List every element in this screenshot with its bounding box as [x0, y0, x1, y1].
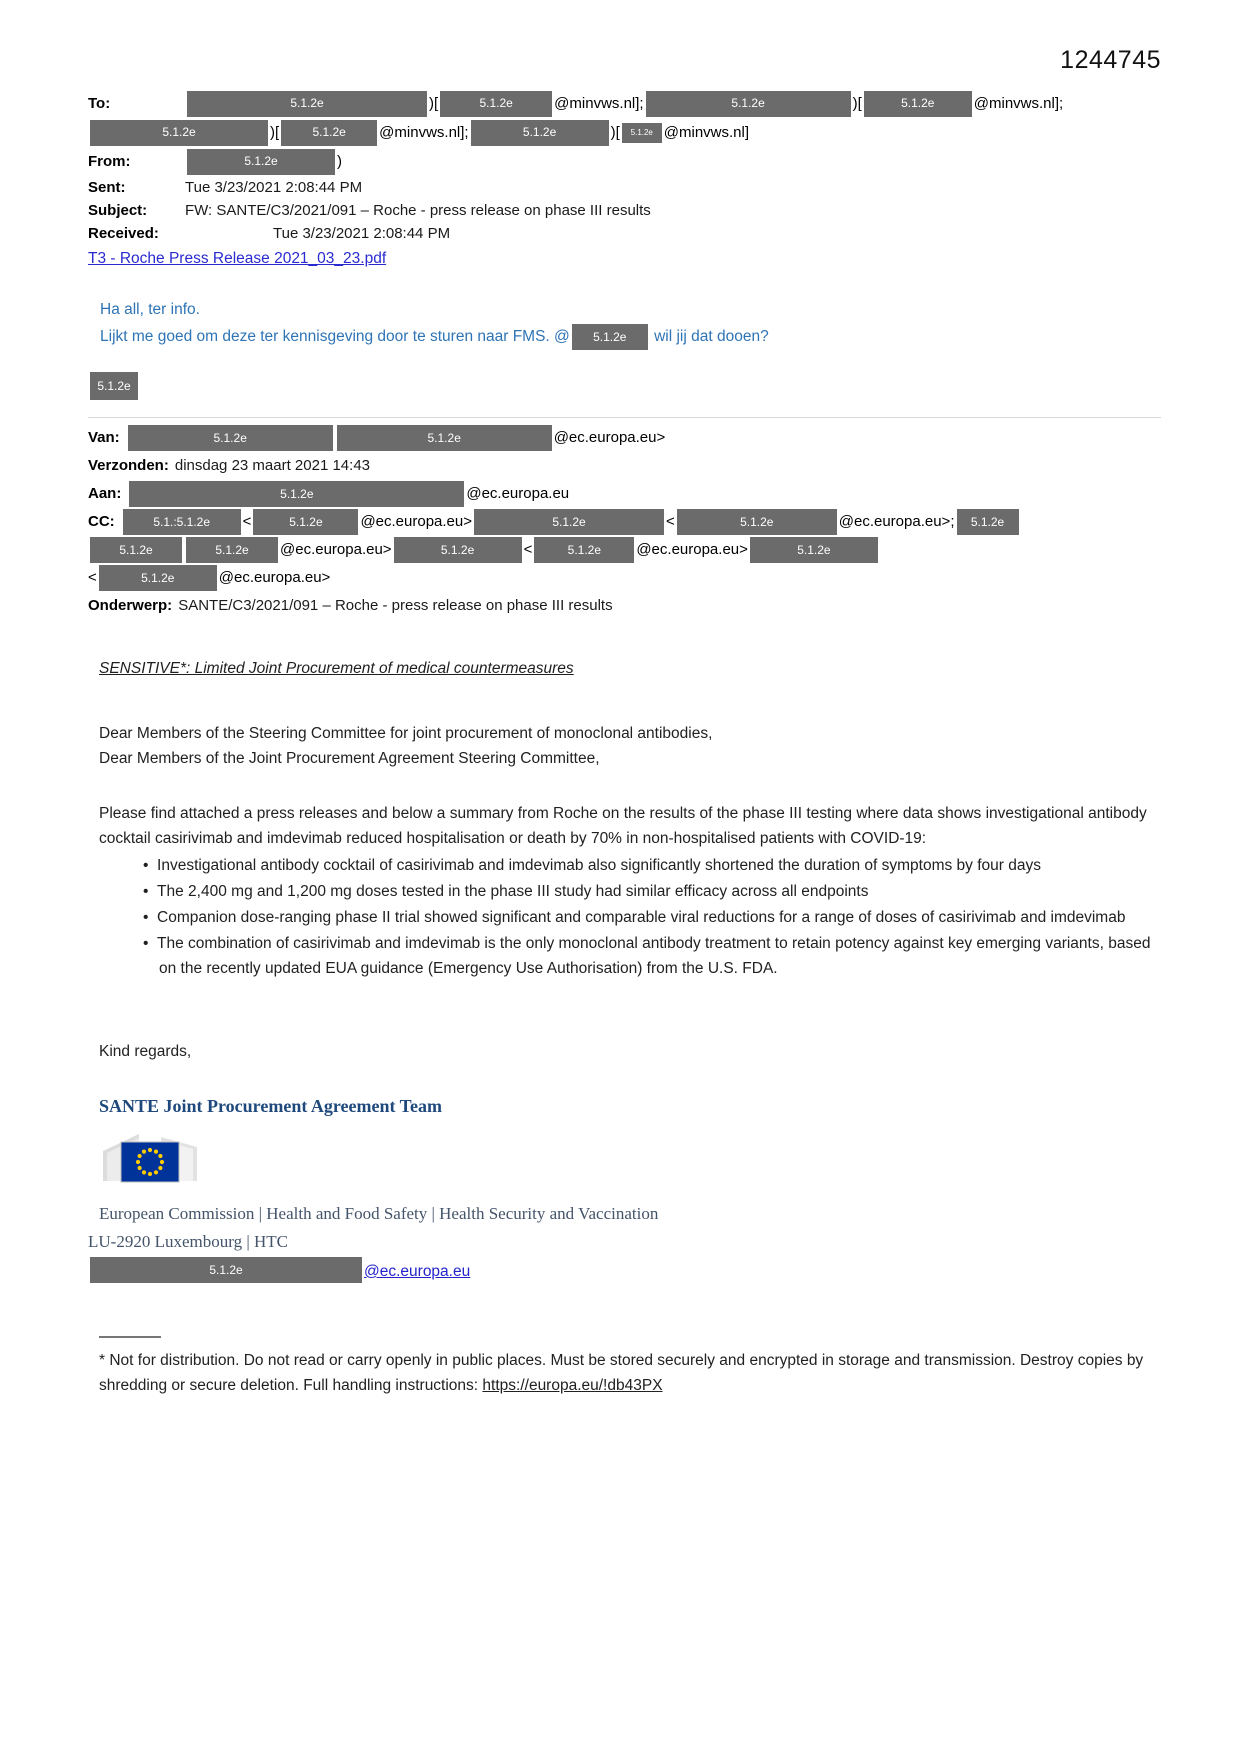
cc-row-continued-2	[88, 564, 1161, 592]
redaction-box: 5.1.2e	[128, 425, 333, 451]
summary-bullet-list	[99, 853, 1161, 981]
redaction-box: 5.1.2e	[471, 120, 609, 146]
redaction-box: 5.1.2e	[253, 509, 358, 535]
redaction-box: 5.1.2e	[186, 537, 278, 563]
verzonden-row	[88, 452, 1161, 480]
sent-value: Tue 3/23/2021 2:08:44 PM	[185, 179, 363, 196]
to-label: To:	[88, 95, 111, 112]
attachment-link[interactable]: T3 - Roche Press Release 2021_03_23.pdf	[88, 250, 387, 267]
header-text-fragment: @minvws.nl];	[379, 124, 469, 141]
onderwerp-value: SANTE/C3/2021/091 – Roche - press release on phase III results	[178, 597, 613, 614]
cc-line3	[88, 564, 330, 592]
from-row	[88, 147, 1161, 176]
closing-line: Kind regards,	[99, 1043, 192, 1060]
salutation-1: Dear Members of the Steering Committee for joint procurement of monoclonal antibodies,	[99, 725, 713, 742]
header-text-fragment: <	[242, 513, 252, 530]
to-row-continued	[88, 118, 1161, 147]
redaction-box: 5.1.2e	[394, 537, 522, 563]
header-text-fragment: )	[337, 153, 342, 170]
section-divider	[88, 417, 1161, 418]
header-text-fragment: @ec.europa.eu>;	[838, 513, 955, 530]
salutation-2: Dear Members of the Joint Procurement Agreement Steering Committee,	[99, 750, 600, 767]
forwarded-header	[88, 424, 1161, 620]
footnote-separator	[99, 1336, 161, 1338]
redaction-box: 5.1.2e	[474, 509, 664, 535]
verzonden-value: dinsdag 23 maart 2021 14:43	[174, 457, 371, 474]
aan-label: Aan:	[88, 485, 122, 502]
van-label: Van:	[88, 429, 120, 446]
cc-line2	[88, 536, 880, 564]
header-text-fragment: @ec.europa.eu	[466, 485, 570, 502]
header-text-fragment: wil jij dat dooen?	[649, 328, 769, 345]
redaction-box: 5.1.2e	[440, 91, 552, 117]
subject-value: FW: SANTE/C3/2021/091 – Roche - press release on phase III results	[185, 202, 651, 219]
van-value	[126, 424, 666, 452]
sent-row	[88, 176, 1161, 199]
from-value	[185, 148, 342, 176]
signature-email-line	[88, 1256, 1161, 1284]
document-number: 1244745	[1060, 46, 1161, 74]
redaction-box: 5.1.2e	[572, 324, 648, 350]
intro-paragraph: Please find attached a press releases and below a summary from Roche on the results of the phase III testing where data shows investigational antibody cocktail casirivimab and imdevimab reduced hospitalisation or death by 70% in non-hospitalised patients with COVID-19:	[99, 805, 1147, 847]
bullet-item: • The combination of casirivimab and imdevimab is the only monoclonal antibody treatment to retain potency against key emerging variants, based on the recently updated EUA guidance (Emergency Use Authorisation) from the U.S. FDA.	[143, 931, 1161, 981]
aan-value	[127, 480, 569, 508]
cc-row	[88, 508, 1161, 536]
handling-footnote	[99, 1348, 1161, 1398]
from-label: From:	[88, 153, 131, 170]
header-text-fragment: @minvws.nl];	[973, 95, 1064, 112]
header-text-fragment: <	[523, 541, 533, 558]
signature-address-line: LU-2920 Luxembourg | HTC	[88, 1232, 288, 1251]
email-address-link[interactable]: @ec.europa.eu	[364, 1263, 471, 1280]
redaction-box: 5.1.2e	[129, 481, 464, 507]
header-text-fragment: <	[88, 569, 97, 586]
subject-label: Subject:	[88, 202, 148, 219]
signature-team-name: SANTE Joint Procurement Agreement Team	[99, 1096, 442, 1116]
bullet-item: • The 2,400 mg and 1,200 mg doses tested in the phase III study had similar efficacy across all endpoints	[143, 879, 1161, 904]
received-label: Received:	[88, 225, 159, 242]
header-text-fragment: )[	[270, 124, 280, 141]
header-text-fragment: )[	[610, 124, 620, 141]
to-row	[88, 89, 1161, 118]
redaction-box: 5.1.2e	[99, 565, 217, 591]
header-text-fragment: @ec.europa.eu>	[636, 541, 748, 558]
redaction-box: 5.1.2e	[957, 509, 1019, 535]
header-text-fragment: @ec.europa.eu>	[218, 569, 331, 586]
sensitivity-marking: SENSITIVE*: Limited Joint Procurement of medical countermeasures	[99, 660, 574, 677]
footnote-text: * Not for distribution. Do not read or carry openly in public places. Must be stored securely and encrypted in storage and transmission. Destroy copies by shredding or secure deletion. Full handling instructions:	[99, 1352, 1144, 1394]
header-text-fragment: @minvws.nl]	[663, 124, 750, 141]
forward-note	[88, 297, 1161, 351]
redaction-box: 5.1.:5.1.2e	[123, 509, 241, 535]
header-text-fragment: @minvws.nl];	[554, 95, 644, 112]
cc-row-continued-1	[88, 536, 1161, 564]
header-text-fragment: @ec.europa.eu>	[360, 513, 472, 530]
received-value: Tue 3/23/2021 2:08:44 PM	[273, 225, 451, 242]
redaction-box: 5.1.2e	[864, 91, 972, 117]
note-line-1: Ha all, ter info.	[100, 301, 200, 318]
redaction-box: 5.1.2e	[90, 372, 138, 400]
onderwerp-row	[88, 592, 1161, 620]
redaction-box: 5.1.2e	[337, 425, 552, 451]
redaction-box: 5.1.2e	[90, 1257, 362, 1283]
european-commission-logo	[99, 1129, 203, 1185]
header-text-fragment: <	[666, 513, 675, 530]
cc-label: CC:	[88, 513, 115, 530]
bullet-item: • Companion dose-ranging phase II trial showed significant and comparable viral reductions for a range of doses of casirivimab and imdevimab	[143, 905, 1161, 930]
redaction-box: 5.1.2e	[622, 123, 662, 143]
email-body	[88, 656, 1161, 1398]
redaction-box: 5.1.2e	[677, 509, 837, 535]
sender-initials-redaction	[88, 371, 1161, 401]
bullet-item: • Investigational antibody cocktail of casirivimab and imdevimab also significantly shortened the duration of symptoms by four days	[143, 853, 1161, 878]
redaction-box: 5.1.2e	[90, 537, 182, 563]
note-line-2	[100, 323, 1161, 351]
sent-label: Sent:	[88, 179, 126, 196]
subject-row	[88, 199, 1161, 222]
header-text-fragment: )[	[852, 95, 862, 112]
handling-instructions-link[interactable]: https://europa.eu/!db43PX	[482, 1377, 663, 1394]
redaction-box: 5.1.2e	[646, 91, 851, 117]
van-row	[88, 424, 1161, 452]
redaction-box: 5.1.2e	[534, 537, 634, 563]
email-header	[88, 89, 1161, 271]
header-text-fragment: Lijkt me goed om deze ter kennisgeving door te sturen naar FMS. @	[100, 328, 570, 345]
verzonden-label: Verzonden:	[88, 457, 169, 474]
header-text-fragment: @ec.europa.eu>	[280, 541, 392, 558]
redaction-box: 5.1.2e	[750, 537, 878, 563]
redaction-box: 5.1.2e	[187, 149, 335, 175]
signature-org-line: European Commission | Health and Food Safety | Health Security and Vaccination	[99, 1204, 659, 1223]
cc-line1	[121, 508, 1021, 536]
attachment-row	[88, 247, 1161, 271]
to-recipients-line1	[185, 90, 1063, 118]
to-recipients-line2	[88, 119, 749, 147]
header-text-fragment: )[	[429, 95, 439, 112]
redaction-box: 5.1.2e	[281, 120, 377, 146]
aan-row	[88, 480, 1161, 508]
header-text-fragment: @ec.europa.eu>	[553, 429, 666, 446]
redaction-box: 5.1.2e	[90, 120, 268, 146]
received-row	[88, 222, 1161, 245]
onderwerp-label: Onderwerp:	[88, 597, 173, 614]
redaction-box: 5.1.2e	[187, 91, 427, 117]
